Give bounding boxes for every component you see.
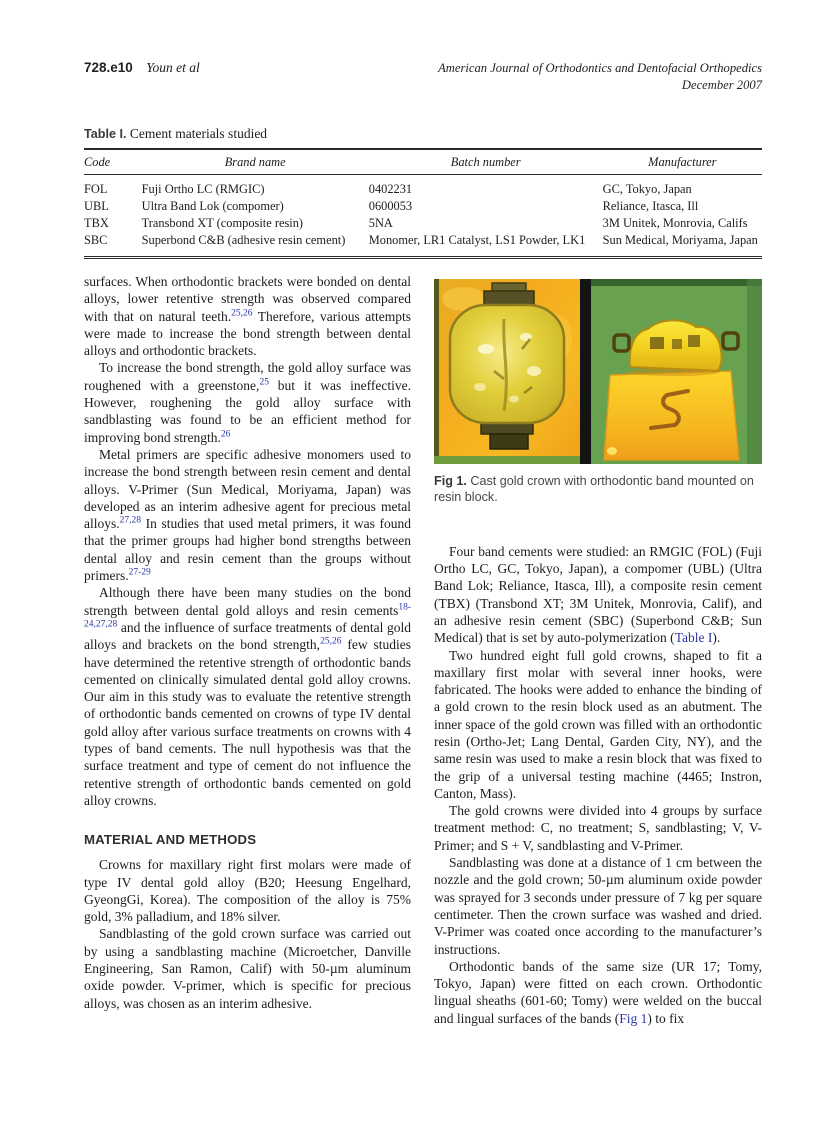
photo-divider — [580, 279, 591, 464]
text-run: ) to fix — [647, 1010, 685, 1026]
figure-caption-text: Cast gold crown with orthodontic band mounted on resin block. — [434, 474, 754, 505]
table-row — [84, 175, 762, 199]
table-head — [84, 149, 762, 175]
paragraph — [84, 925, 411, 1011]
paragraph — [84, 856, 411, 925]
column-header: Code — [84, 149, 142, 175]
column-header: Manufacturer — [603, 149, 762, 175]
issue-date: December 2007 — [681, 77, 762, 92]
cement-materials-table — [84, 148, 762, 259]
table-header-row — [84, 149, 762, 175]
reference-citation-link[interactable]: 25 — [259, 377, 269, 388]
figure-1 — [434, 279, 762, 506]
running-head-left — [84, 60, 200, 76]
table-cell: Fuji Ortho LC (RMGIC) — [141, 182, 265, 196]
running-head-right — [438, 60, 762, 93]
table-cell: UBL — [84, 199, 109, 213]
text-run: Orthodontic bands of the same size (UR 17; Tomy, Tokyo, Japan) were fitted on each crown. Orthodontic lingual sheaths (601-60; Tomy) were welded on the buccal and lingual surfaces of the bands ( — [434, 958, 762, 1026]
text-run: but it was ineffective. However, roughening the gold alloy surface with sandblasting was found to be an efficient method for improving bond strength. — [84, 377, 412, 445]
text-run: To increase the bond strength, the gold alloy surface was roughened with a greenstone, — [84, 360, 411, 393]
table-body — [84, 175, 762, 258]
paragraph — [84, 359, 411, 445]
text-run: Two hundred eight full gold crowns, shaped to fit a maxillary first molar with several inner hooks, were fabricated. The hooks were added to enhance the binding of a gold crown to the resin block used as an abutment. The inner space of the gold crown was filled with an orthodontic resin (Ortho-Jet; Lang Dental, Garden City, NY), and the same resin was used to make a resin block that was fixed to the grip of a universal testing machine (4465; Instron, Canton, Mass). — [434, 647, 762, 801]
paragraph — [434, 802, 762, 854]
paragraph — [84, 273, 411, 359]
text-run: Sandblasting was done at a distance of 1 cm between the nozzle and the gold crown; 50-µm aluminum oxide powder was sprayed for 3 seconds under pressure of 7 kg per square centimeter. Then the crown surface was washed and dried. V-Primer was coated once according to the manufacturer’s instructions. — [434, 855, 762, 957]
photo-side-view — [591, 279, 762, 464]
table-cell: 5NA — [368, 216, 393, 230]
reference-citation-link[interactable]: 27-29 — [128, 567, 151, 578]
table-title — [84, 126, 762, 142]
column-header: Brand name — [142, 149, 369, 175]
left-column — [84, 273, 411, 1012]
reference-citation-link[interactable]: 27,28 — [119, 515, 141, 526]
table-cell: 0600053 — [368, 199, 413, 213]
table-cell: TBX — [84, 216, 109, 230]
table-cell: FOL — [84, 182, 108, 196]
text-run: Although there have been many studies on the bond strength between dental gold alloys and resin cements — [84, 585, 411, 618]
right-column — [434, 273, 762, 1027]
paragraph — [434, 647, 762, 803]
table-cell: 3M Unitek, Monrovia, Califs — [602, 216, 748, 230]
figure-label: Fig 1. — [434, 474, 467, 488]
table-cell: Transbond XT (composite resin) — [141, 216, 304, 230]
paragraph — [434, 854, 762, 958]
paragraph — [84, 446, 411, 584]
running-head — [84, 60, 762, 93]
reference-citation-link[interactable]: 25,26 — [320, 636, 342, 647]
text-run: few studies have determined the retentive strength of orthodontic bands cemented on clinically simulated dental gold alloy crowns. Our aim in this study was to evaluate the retentive strength of orthodontic bands cemented on crowns of type IV dental gold alloy after various surface treatments on crowns with 4 types of band cements. The null hypothesis was that the surface treatment and type of cement do not influence the retentive strength of orthodontic bands cemented on gold alloy crowns. — [84, 637, 411, 808]
table-1 — [84, 126, 762, 259]
table-row — [84, 232, 762, 258]
paragraph — [434, 958, 762, 1027]
table-title-text: Cement materials studied — [129, 126, 268, 141]
text-run: Four band cements were studied: an RMGIC (FOL) (Fuji Ortho LC, GC, Tokyo, Japan), a compomer (UBL) (Ultra Band Lok; Reliance, Itasca, Ill), a composite resin cement (TBX) (Transbond XT; 3M Unitek, Monrovia, Calif), and an adhesive resin cement (SBC) (Superbond C&B; Sun Medical) that is set by auto-polymerization ( — [434, 543, 762, 646]
column-header: Batch number — [369, 149, 603, 175]
table-row — [84, 198, 762, 215]
reference-citation-link[interactable]: 26 — [220, 429, 231, 440]
table-cell: Sun Medical, Moriyama, Japan — [602, 233, 758, 247]
table-cell: 0402231 — [368, 182, 413, 196]
right-column-text — [434, 543, 762, 1027]
authors: Youn et al — [146, 60, 200, 75]
section-heading: MATERIAL AND METHODS — [84, 832, 257, 848]
cross-reference-link[interactable]: Fig 1 — [619, 1010, 648, 1026]
table-cell: Superbond C&B (adhesive resin cement) — [141, 233, 346, 247]
text-run: Therefore, various attempts were made to increase the bond strength between dental alloys and orthodontic brackets. — [84, 308, 412, 359]
figure-1-photo — [434, 279, 762, 464]
text-run: Metal primers are specific adhesive monomers used to increase the bond strength between resin cement and dental alloys. V-Primer (Sun Medical, Moriyama, Japan) was developed as an interim adhesive agent for precious metal alloys. — [84, 446, 411, 532]
text-run: Sandblasting of the gold crown surface was carried out by using a sandblasting machine (Microetcher, Danville Engineering, San Ramon, Calif) with 50-µm aluminum oxide powder. V-primer, which is specific for precious alloys, was chosen as an interim adhesive. — [84, 926, 411, 1011]
cross-reference-link[interactable]: Table I — [674, 630, 713, 646]
table-cell: Ultra Band Lok (compomer) — [141, 199, 284, 213]
table-label: Table I. — [84, 127, 127, 141]
paragraph — [434, 543, 762, 647]
table-row — [84, 215, 762, 232]
table-cell: GC, Tokyo, Japan — [602, 182, 692, 196]
photo-occlusal-view — [434, 279, 580, 464]
table-cell: SBC — [84, 233, 108, 247]
paragraph — [84, 584, 411, 809]
text-run: In studies that used metal primers, it was found that the primer groups had higher bond strengths between dental alloy and resin cement than the groups without primers. — [84, 516, 411, 584]
table-cell: Reliance, Itasca, Ill — [602, 199, 699, 213]
reference-citation-link[interactable]: 25,26 — [231, 308, 253, 319]
text-run: ). — [712, 630, 721, 646]
journal-title: American Journal of Orthodontics and Dentofacial Orthopedics — [438, 61, 762, 75]
text-run: surfaces. When orthodontic brackets were bonded on dental alloys, lower retentive strength was observed compared with that on natural teeth. — [84, 274, 411, 324]
figure-caption — [434, 473, 762, 506]
text-run: The gold crowns were divided into 4 groups by surface treatment method: C, no treatment; S, sandblasting; V, V-Primer; and S + V, sandblasting and V-Primer. — [434, 803, 762, 853]
reference-citation-link[interactable]: 18-24,27,28 — [84, 602, 411, 630]
table-cell: Monomer, LR1 Catalyst, LS1 Powder, LK1 — [368, 233, 586, 247]
page-number: 728.e10 — [84, 60, 133, 75]
text-run: and the influence of surface treatments of dental gold alloys and brackets on the bond strength, — [84, 619, 411, 653]
text-run: Crowns for maxillary right first molars were made of type IV dental gold alloy (B20; Heesung Engelhard, GyeongGi, Korea). The composition of the alloy is 75% gold, 3% palladium, and 18% silver. — [84, 857, 411, 925]
